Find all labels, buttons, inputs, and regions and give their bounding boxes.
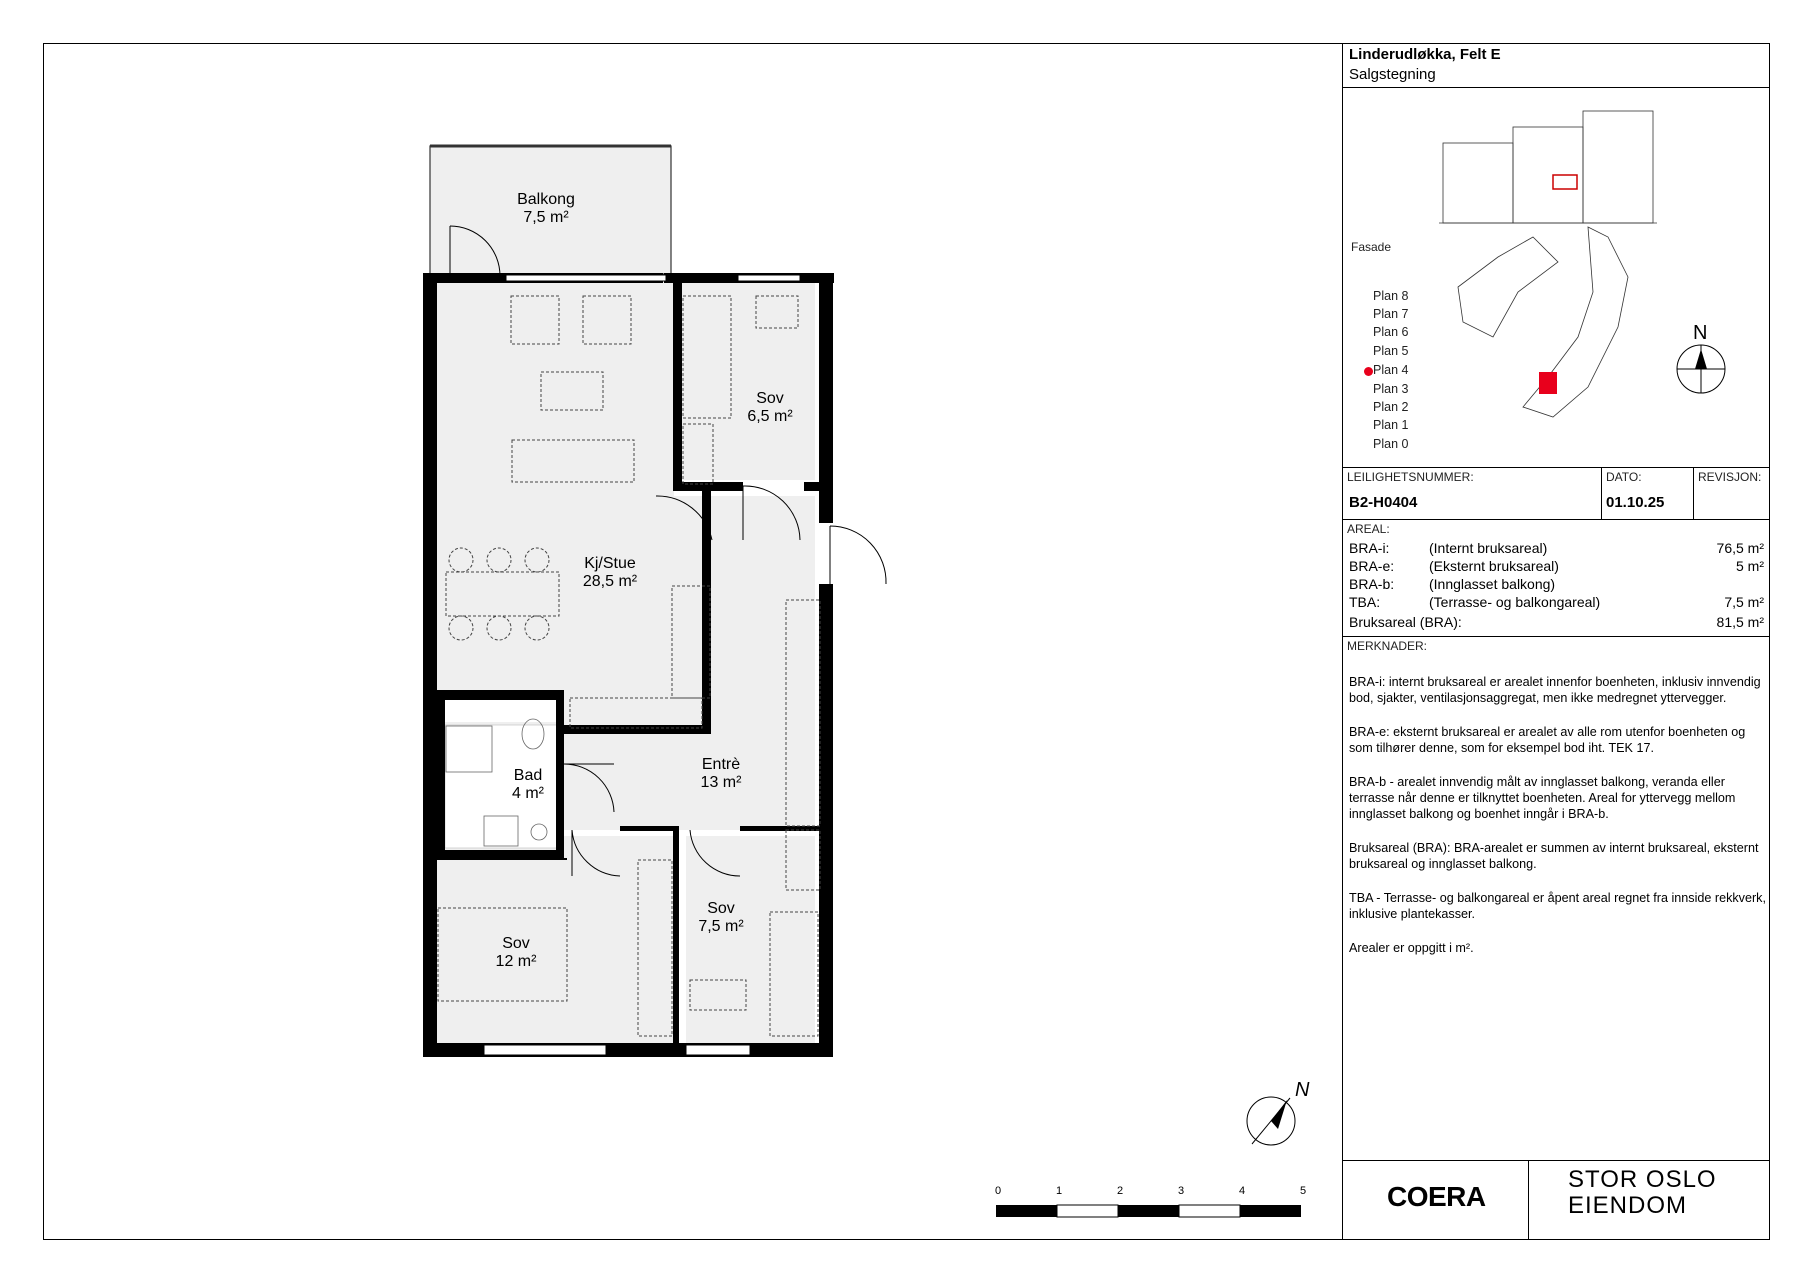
area-row-bra-b [1349, 576, 1764, 594]
area-total-value: 81,5 m² [1716, 614, 1764, 630]
plan-0[interactable]: Plan 0 [1373, 437, 1409, 451]
plan-4[interactable]: Plan 4 [1373, 363, 1409, 377]
area-code: BRA-i: [1349, 540, 1390, 556]
project-subtitle: Salgstegning [1349, 66, 1436, 83]
room-area-balkong: 7,5 m² [523, 209, 569, 226]
plan-7[interactable]: Plan 7 [1373, 307, 1409, 321]
scale-tick: 3 [1177, 1185, 1185, 1197]
room-area-sov-middle: 7,5 m² [698, 918, 744, 935]
area-value: 76,5 m² [1716, 540, 1764, 556]
plan-north-label: N [1295, 1079, 1310, 1101]
plan-6[interactable]: Plan 6 [1373, 325, 1409, 339]
room-name-entre: Entrè [701, 756, 741, 773]
facade-elevation [1439, 111, 1657, 223]
scale-tick: 5 [1299, 1185, 1307, 1197]
logo-line-2: EIENDOM [1568, 1192, 1688, 1219]
facade-label: Fasade [1351, 240, 1392, 254]
plan-1[interactable]: Plan 1 [1373, 418, 1409, 432]
room-name-bad: Bad [513, 767, 543, 784]
note-paragraph: BRA-b - arealet innvendig målt av innglasset balkong, veranda eller terrasse når denne er tilknyttet boenheten. Areal for yttervegg mellom innglasset balkong og boenhet inngår i BRA-b. [1349, 775, 1736, 821]
note-paragraph: TBA - Terrasse- og balkongareal er åpent areal regnet fra innside rekkverk, inklusive plantekasser. [1349, 891, 1766, 921]
plan-8[interactable]: Plan 8 [1373, 289, 1409, 303]
notes-header: MERKNADER: [1347, 639, 1428, 653]
area-desc: (Internt bruksareal) [1429, 540, 1548, 556]
date-value: 01.10.25 [1606, 494, 1665, 511]
project-title: Linderudløkka, Felt E [1349, 46, 1501, 63]
room-name-kjokken-stue: Kj/Stue [584, 555, 636, 572]
area-row-total [1349, 614, 1764, 632]
area-value: 7,5 m² [1724, 594, 1764, 610]
room-area-bad: 4 m² [512, 785, 544, 802]
active-plan-dot [1364, 367, 1373, 376]
room-name-balkong: Balkong [517, 191, 575, 208]
revision-label: REVISJON: [1698, 470, 1762, 484]
area-desc: (Innglasset balkong) [1429, 576, 1556, 592]
room-area-sov-large: 12 m² [495, 953, 537, 970]
active-unit-marker [1539, 372, 1557, 394]
scale-tick: 1 [1055, 1185, 1063, 1197]
room-area-entre: 13 m² [700, 774, 742, 791]
area-code: TBA: [1349, 594, 1381, 610]
room-name-sov-large: Sov [502, 935, 530, 952]
room-area-kjokken-stue: 28,5 m² [582, 573, 638, 590]
scale-bar [995, 1185, 1306, 1217]
note-paragraph: BRA-i: internt bruksareal er arealet innenfor boenheten, inklusiv innvendig bod, sjakter, ventilasjonsaggregat, men ikke medregnet yttervegger. [1349, 675, 1761, 705]
key-plan-north-label: N [1693, 322, 1708, 344]
room-name-sov-middle: Sov [707, 900, 735, 917]
area-code: BRA-e: [1349, 558, 1395, 574]
area-total-label: Bruksareal (BRA): [1349, 614, 1462, 630]
area-row-bra-e [1349, 558, 1764, 576]
area-row-tba [1349, 594, 1764, 612]
scale-tick: 4 [1238, 1185, 1246, 1197]
area-code: BRA-b: [1349, 576, 1395, 592]
area-value: 5 m² [1736, 558, 1764, 574]
note-paragraph: Bruksareal (BRA): BRA-arealet er summen av internt bruksareal, eksternt bruksareal og innglasset balkong. [1349, 841, 1759, 871]
plan-5[interactable]: Plan 5 [1373, 344, 1409, 358]
scale-tick: 2 [1116, 1185, 1124, 1197]
note-paragraph: BRA-e: eksternt bruksareal er arealet av alle rom utenfor boenheten og som tilhører denne, som for eksempel bod iht. TEK 17. [1349, 725, 1746, 755]
date-label: DATO: [1606, 470, 1642, 484]
logo-line-1: STOR OSLO [1568, 1166, 1717, 1193]
area-desc: (Terrasse- og balkongareal) [1429, 594, 1601, 610]
area-desc: (Eksternt bruksareal) [1429, 558, 1559, 574]
plan-north-arrow [1247, 1079, 1310, 1145]
stor-oslo-eiendom-logo [1568, 1167, 1717, 1219]
area-header: AREAL: [1347, 522, 1390, 536]
coera-logo: COERA [1387, 1181, 1486, 1212]
title-block [1342, 43, 1770, 1240]
apartment-number-label: LEILIGHETSNUMMER: [1347, 470, 1474, 484]
apartment-number-value: B2-H0404 [1349, 494, 1418, 511]
area-row-bra-i [1349, 540, 1764, 558]
room-name-sov-small: Sov [756, 390, 784, 407]
plan-3[interactable]: Plan 3 [1373, 382, 1409, 396]
notes-body [1349, 674, 1767, 974]
plan-2[interactable]: Plan 2 [1373, 400, 1409, 414]
note-paragraph: Arealer er oppgitt i m². [1349, 941, 1474, 955]
room-area-sov-small: 6,5 m² [747, 408, 793, 425]
scale-tick: 0 [994, 1185, 1002, 1197]
